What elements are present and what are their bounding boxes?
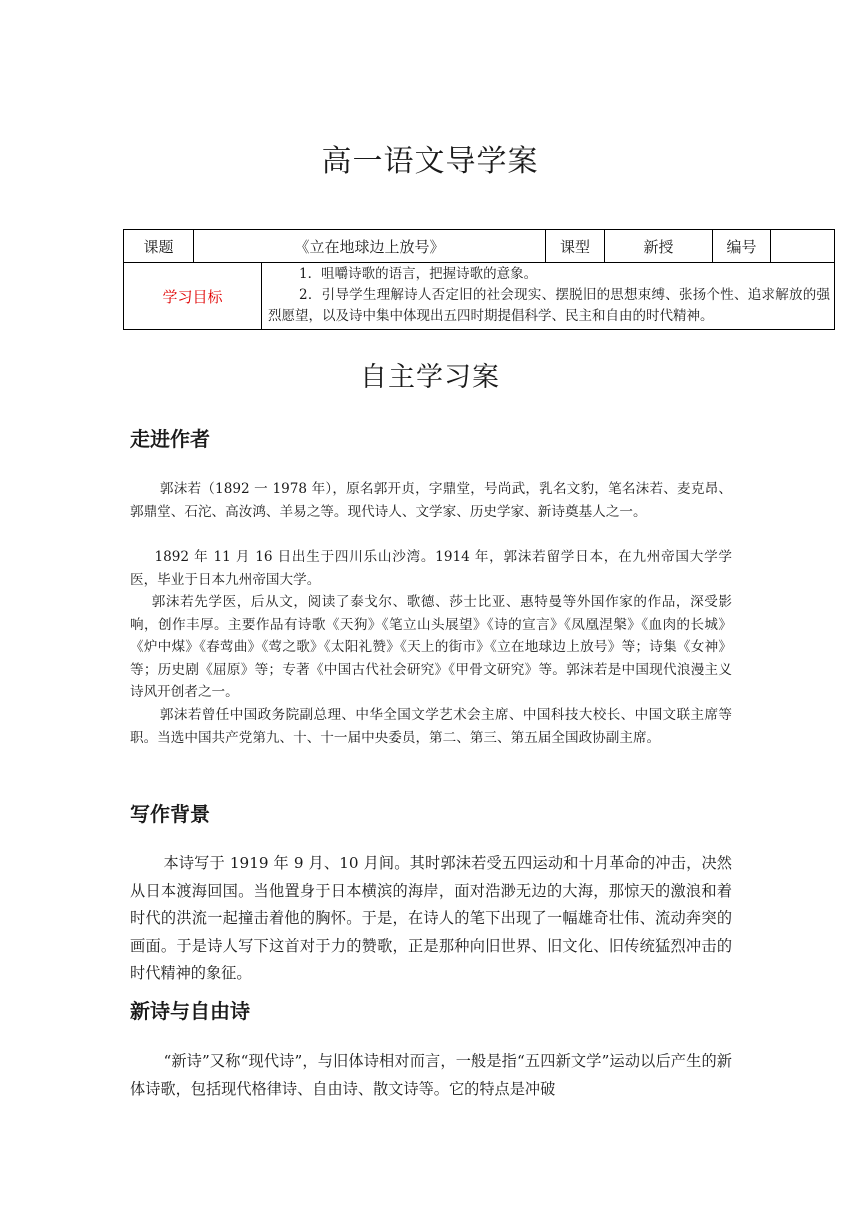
author-paragraph: 1892 年 11 月 16 日出生于四川乐山沙湾。1914 年，郭沫若留学日本，在九州帝国大学学医，毕业于日本九州帝国大学。: [130, 549, 732, 588]
type-label: 课型: [546, 230, 605, 263]
author-paragraph: 郭沫若先学医，后从文，阅读了泰戈尔、歌德、莎士比亚、惠特曼等外国作家的作品，深受影响，创作丰厚。主要作品有诗歌《天狗》《笔立山头展望》《诗的宣言》《凤凰涅槃》《血肉的长城》《炉中煤》《春莺曲》《莺之歌》《太阳礼赞》《天上的街市》《立在地球边上放号》等；诗集《女神》等；历史剧《屈原》等；专著《中国古代社会研究》《甲骨文研究》等。郭沫若是中国现代浪漫主义诗风开创者之一。: [130, 594, 732, 700]
number-value: [771, 230, 835, 263]
goal-item: 2．引导学生理解诗人否定旧的社会现实、摆脱旧的思想束缚、张扬个性、追求解放的强烈愿望，以及诗中集中体现出五四时期提倡科学、民主和自由的时代精神。: [268, 287, 831, 324]
info-table: [123, 229, 835, 330]
topic-label: 课题: [124, 230, 194, 263]
heading-new-poetry: 新诗与自由诗: [130, 999, 250, 1023]
background-paragraph: 本诗写于 1919 年 9 月、10 月间。其时郭沫若受五四运动和十月革命的冲击，决然从日本渡海回国。当他置身于日本横滨的海岸，面对浩渺无边的大海，那惊天的激浪和着时代的洪流一起撞击着他的胸怀。于是，在诗人的笔下出现了一幅雄奇壮伟、流动奔突的画面。于是诗人写下这首对于力的赞歌，正是那种向旧世界、旧文化、旧传统猛烈冲击的时代精神的象征。: [130, 854, 732, 982]
document-title: 高一语文导学案: [321, 144, 539, 179]
type-value: 新授: [605, 230, 713, 263]
goals-cell: [262, 263, 835, 330]
heading-author: 走进作者: [130, 427, 210, 451]
topic-value: 《立在地球边上放号》: [194, 230, 546, 263]
info-row-topic: [124, 230, 835, 263]
heading-background: 写作背景: [130, 802, 210, 826]
number-label: 编号: [713, 230, 771, 263]
section-title: 自主学习案: [360, 362, 500, 393]
info-row-goals: [124, 263, 835, 330]
goal-item: 1．咀嚼诗歌的语言，把握诗歌的意象。: [299, 266, 538, 282]
new-poetry-paragraph: “新诗”又称“现代诗”，与旧体诗相对而言，一般是指“五四新文学”运动以后产生的新体诗歌，包括现代格律诗、自由诗、散文诗等。它的特点是冲破: [130, 1052, 732, 1098]
author-paragraph: 郭沫若（1892 一 1978 年），原名郭开贞，字鼎堂，号尚武，乳名文豹，笔名沫若、麦克昂、郭鼎堂、石沱、高汝鸿、羊易之等。现代诗人、文学家、历史学家、新诗奠基人之一。: [130, 481, 732, 520]
author-paragraph: 郭沫若曾任中国政务院副总理、中华全国文学艺术会主席、中国科技大校长、中国文联主席等职。当选中国共产党第九、十、十一届中央委员，第二、第三、第五届全国政协副主席。: [130, 707, 732, 746]
goals-label: 学习目标: [124, 263, 262, 330]
